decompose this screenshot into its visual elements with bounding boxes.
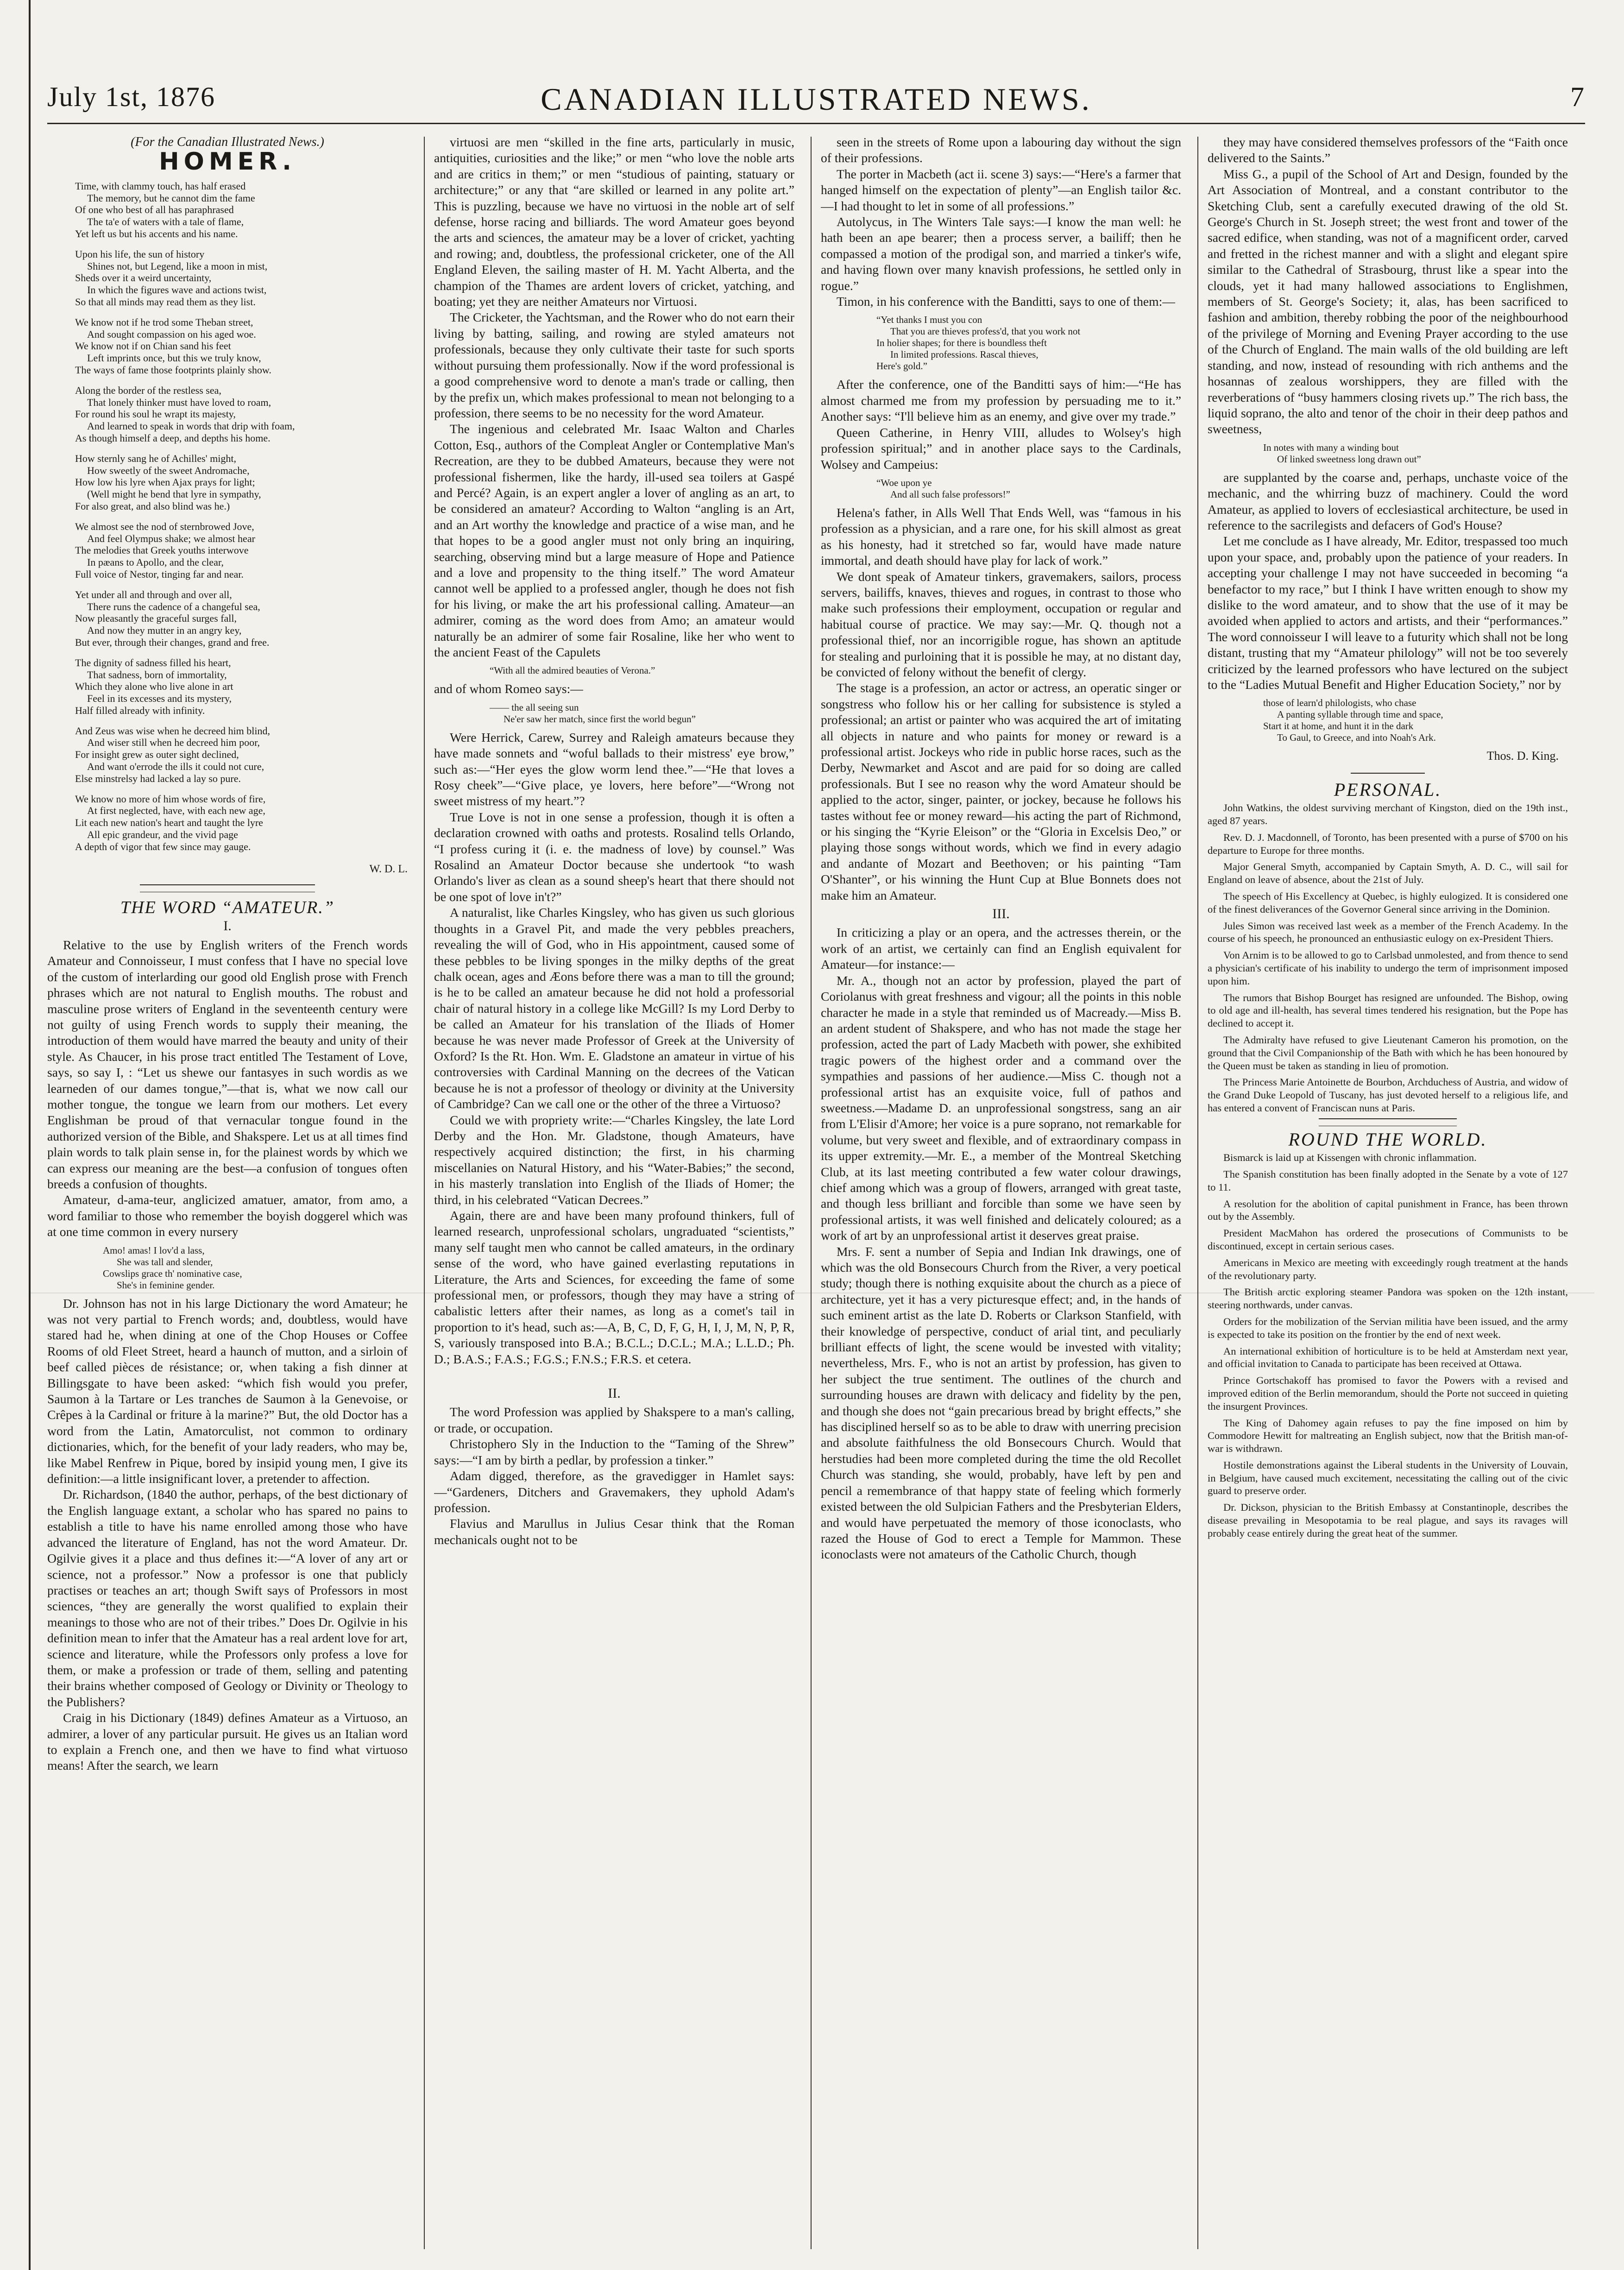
poem-line: How low his lyre when Ajax prays for light; — [75, 476, 255, 488]
poem-line: All epic grandeur, and the vivid page — [87, 829, 238, 841]
poem-line: For also great, and also blind was he.) — [75, 500, 230, 512]
poem-stanza — [75, 657, 408, 717]
page-edge-rule — [29, 0, 31, 2270]
article-title: THE WORD “AMATEUR.” — [120, 898, 334, 918]
verse-quote — [490, 665, 794, 676]
quote-line: That you are thieves profess'd, that you work not — [890, 326, 1081, 337]
world-news-item: The British arctic exploring steamer Pandora was spoken on the 12th instant, steering northwards, under canvas. — [1208, 1286, 1568, 1311]
poem-line: The melodies that Greek youths interwove — [75, 544, 249, 556]
personal-item: Major General Smyth, accompanied by Captain Smyth, A. D. C., will sail for England on leave of absence, about the 21st of July. — [1208, 861, 1568, 886]
article-signature: Thos. D. King. — [1486, 749, 1559, 763]
poem-stanza — [75, 589, 408, 649]
poem-line: And sought compassion on his aged woe. — [87, 328, 256, 340]
body-paragraph: Again, there are and have been many profound thinkers, full of learned research, unprofessional scholars, ungraduated “scientists,” many self taught men who cannot be called amateurs, in the ordinary sense of the word, who have gained everlasting reputations in Literature, the Arts and Sciences, for exceeding the fame of some professional men, or professors, though they may have a string of cabalistic letters after their names, as long as a comet's tail in proportion to it's head, such as:—A, B, C, D, F, G, H, I, J, M, N, P, R, S, variously transposed into B.A.; B.C.L.; D.C.L.; M.A.; L.L.D.; Ph. D.; B.A.S.; F.A.S.; F.G.S.; F.N.S.; F.R.S. et cetera. — [434, 1208, 794, 1366]
quote-line: A panting syllable through time and space, — [1277, 709, 1443, 720]
article-body — [434, 730, 794, 1367]
verse-quote — [1263, 442, 1568, 465]
poem-line: In which the figures wave and actions twist, — [87, 284, 267, 296]
poem-line: Along the border of the restless sea, — [75, 384, 221, 396]
poem-line: Upon his life, the sun of history — [75, 248, 205, 260]
quote-line: those of learn'd philologists, who chase — [1263, 697, 1416, 709]
poem-credit: (For the Canadian Illustrated News.) — [131, 135, 324, 149]
poem-line: How sweetly of the sweet Andromache, — [87, 464, 250, 476]
section-numeral: I. — [223, 918, 232, 934]
poem-line: Time, with clammy touch, has half erased — [75, 180, 246, 192]
column-4 — [1208, 134, 1568, 2247]
body-paragraph: After the conference, one of the Banditti says of him:—“He has almost charmed me from my profession by persuading me to it.” Another says: “I'll believe him as an enemy, and give over my trade.” — [821, 377, 1181, 424]
poem-line: Full voice of Nestor, tinging far and near. — [75, 568, 244, 580]
quote-line: In limited professions. Rascal thieves, — [890, 349, 1039, 360]
world-news-item: Hostile demonstrations against the Liberal students in the University of Louvain, in Belgium, have caused much excitement, necessitating the calling out of the civic guard to preserve order. — [1208, 1459, 1568, 1497]
divider — [1351, 773, 1425, 774]
poem-line: Half filled already with infinity. — [75, 704, 205, 716]
poem-title: HOMER. — [159, 148, 296, 176]
poem-line: Left imprints once, but this we truly know, — [87, 352, 261, 364]
personal-items — [1208, 801, 1568, 1115]
quote-line: Ne'er saw her match, since first the world begun” — [504, 713, 696, 725]
poem-line: And Zeus was wise when he decreed him blind, — [75, 725, 270, 737]
poem-line: We know no more of him whose words of fire, — [75, 793, 266, 805]
ornament-rule — [140, 884, 315, 892]
body-paragraph: The porter in Macbeth (act ii. scene 3) says:—“Here's a farmer that hanged himself on the expectation of plenty”—an English tailor &c.—I had thought to let in some of all professions.” — [821, 166, 1181, 213]
article-body — [821, 925, 1181, 1562]
world-news-item: The Spanish constitution has been finally adopted in the Senate by a vote of 127 to 11. — [1208, 1168, 1568, 1193]
body-paragraph: True Love is not in one sense a profession, though it is often a declaration crowned with oaths and protests. Rosalind tells Orlando, “I profess curing it (i. e. the madness of love) by counsel.” Was Rosalind an Amateur Doctor because she undertook “to wash Orlando's liver as clean as a sound sheep's heart that there should not be one spot of love in't?” — [434, 809, 794, 904]
body-paragraph: they may have considered themselves professors of the “Faith once delivered to the Saints.” — [1208, 135, 1568, 165]
poem-author: W. D. L. — [369, 863, 408, 875]
masthead — [47, 81, 1585, 132]
quote-line: Of linked sweetness long drawn out” — [1277, 453, 1421, 465]
quote-line: She's in feminine gender. — [117, 1279, 215, 1291]
personal-item: Rev. D. J. Macdonnell, of Toronto, has been presented with a purse of $700 on his departure to Europe for three months. — [1208, 831, 1568, 856]
verse-quote — [490, 702, 794, 725]
quote-line: In notes with many a winding bout — [1263, 441, 1399, 453]
body-paragraph: Mr. A., though not an actor by profession, played the part of Coriolanus with great freshness and vigour; all the points in this noble character he made in a style that reminded us of Macready.—Miss B. an ardent student of Shakspere, and who has not made the stage her profession, acted the part of Lady Macbeth with power, she exhibited tragic powers of the highest order and a command over the sympathies and passions of her audience.—Miss C. though not a professional artist has an exquisite voice, full of pathos and sweetness.—Madame D. an unprofessional songstress, sang an air from L'Elisir d'Amore; her voice is a pure soprano, not remarkable for volume, but very sweet and flexible, and of extraordinary compass in its upper extremity.—Mr. E., a member of the Montreal Sketching Club, at its last meeting contributed a few water colour drawings, chief among which was a group of flowers, arranged with great taste, and though less brilliant and forcible than some we have seen by professional artists, it was well finished and delicately coloured; as a work of art by an unprofessional artist it deserves great praise. — [821, 973, 1181, 1243]
world-news-item: Prince Gortschakoff has promised to favor the Powers with a revised and improved edition of the Berlin memorandum, should the Porte not succeed in quieting the insurgent Provinces. — [1208, 1375, 1568, 1412]
poem-stanza — [75, 316, 408, 376]
newspaper-page — [29, 0, 1594, 2270]
quote-line: Here's gold.” — [876, 360, 927, 372]
quote-line: And all such false professors!” — [890, 488, 1010, 500]
poem-line: For round his soul he wrapt its majesty, — [75, 408, 236, 420]
poem-line: And feel Olympus shake; we almost hear — [87, 532, 255, 544]
issue-date: July 1st, 1876 — [47, 82, 216, 112]
body-paragraph: Queen Catherine, in Henry VIII, alludes to Wolsey's high profession spiritual;” and in another place says to the Cardinals, Wolsey and Campeius: — [821, 425, 1181, 472]
poem-line: Of one who best of all has paraphrased — [75, 204, 234, 216]
poem-line: Feel in its excesses and its mystery, — [87, 693, 232, 705]
poem-stanza — [75, 793, 408, 853]
world-news-item: An international exhibition of horticulture is to be held at Amsterdam next year, and official invitation to Canada to participate has been received at Ottawa. — [1208, 1345, 1568, 1370]
article-body — [1208, 134, 1568, 437]
poem-line: And now they mutter in an angry key, — [87, 624, 242, 637]
poem-stanza — [75, 521, 408, 580]
poem-line: That sadness, born of immortality, — [87, 668, 227, 681]
poem-line: There runs the cadence of a changeful sea, — [87, 600, 260, 612]
poem-stanza — [75, 453, 408, 512]
column-3 — [821, 134, 1181, 2247]
poem-line: As though himself a deep, and depths his home. — [75, 432, 271, 444]
body-paragraph: seen in the streets of Rome upon a labouring day without the sign of their professions. — [821, 135, 1181, 165]
article-body — [1208, 470, 1568, 693]
poem-line: (Well might he bend that lyre in sympathy, — [87, 488, 261, 500]
poem-line: That lonely thinker must have loved to roam, — [87, 396, 271, 408]
body-paragraph: The stage is a profession, an actor or actress, an operatic singer or songstress who follow his or her calling for subsistence is styled a professional; an artist or painter who was acquired the art of imitating all objects in nature and who paints for money or reward is a professional artist. Jockeys who ride in public horse races, such as the Derby, Newmarket and Ascot and are paid for so doing are called professionals. But I see no reason why the word Amateur should be applied to the actor, singer, painter, or jockey, because he follows his tastes without fee or money reward—his acting the part of Richmond, or his singing the “Kyrie Eleison” or the “Gloria in Excelsis Deo,” or playing those songs without words, which we find in every adagio and andante of Mozart and Beethoven; or his painting “Tam O'Shanter”, or his winning the Hunt Cup at Blue Bonnets does not make him an Amateur. — [821, 681, 1181, 902]
verse-quote — [1263, 697, 1568, 744]
article-body — [47, 937, 408, 1240]
body-paragraph: Flavius and Marullus in Julius Cesar think that the Roman mechanicals ought not to be — [434, 1516, 794, 1547]
personal-item: Jules Simon was received last week as a member of the French Academy. In the course of his speech, he pronounced an enthusiastic eulogy on ex-President Thiers. — [1208, 920, 1568, 945]
quote-line: Start it at home, and hunt it in the dark — [1263, 720, 1414, 732]
body-paragraph: and of whom Romeo says:— — [434, 681, 583, 696]
body-paragraph: Could we with propriety write:—“Charles Kingsley, the late Lord Derby and the Hon. Mr. Gladstone, though Amateurs, have respectively acquired distinction; the first, in his charming miscellanies on Natural History, and his “Water-Babies;” the second, in his masterly translation into English of the Iliads of Homer; the third, in his celebrated “Vatican Decrees.” — [434, 1112, 794, 1207]
poem-line: The ways of fame those footprints plainly show. — [75, 364, 271, 376]
poem-line: In pæans to Apollo, and the clear, — [87, 556, 224, 568]
body-paragraph: In criticizing a play or an opera, and the actresses therein, or the work of an artist, we certainly can find an English equivalent for Amateur—for instance:— — [821, 925, 1181, 972]
body-paragraph: Relative to the use by English writers of the French words Amateur and Connoisseur, I must confess that I have no special love of the custom of interlarding our good old English prose with French phrases which are not natural to English mouths. The robust and masculine prose writers of England in the seventeenth century were not guilty of using French words to supply their meaning, the introduction of them would have marred the beauty and unity of their style. As Chaucer, in his prose tract entitled The Testament of Love, says, so say I, : “Let us shewe our fantasyes in such wordis as we learneden of our dames tongue,”—that is, what we now call our mother tongue, the tongue we learn from our mothers. Let every Englishman be proud of that vernacular tongue found in the authorized version of the Bible, and Shakspere. Let us at all times find plain words to talk plain sense in, for the plainest words by which we can express our meaning are the best—a confusion of tongues often breeds a confusion of thoughts. — [47, 937, 408, 1191]
nursery-rhyme-quote — [103, 1245, 408, 1291]
poem-line: For insight grew as outer sight declined, — [75, 749, 239, 761]
verse-quote — [876, 314, 1181, 372]
poem-line: Shines not, but Legend, like a moon in mist, — [87, 260, 268, 272]
newspaper-title: CANADIAN ILLUSTRATED NEWS. — [541, 82, 1092, 117]
poem-stanza — [75, 385, 408, 444]
body-paragraph: Dr. Richardson, (1840 the author, perhaps, of the best dictionary of the English language extant, a scholar who has spared no pains to establish a title to have his name enrolled among those who have advanced the literature of England, has not the word Amateur. Dr. Ogilvie gives it a place and thus defines it:—“A lover of any art or science, not a professor.” Now a professor is one that publicly practises or teaches an art; though Swift says of Professors in most sciences, “they are generally the worst qualified to explain their meanings to those who are not of their tribes.” Does Dr. Ogilvie in his definition mean to infer that the Amateur has a real ardent love for art, science and literature, while the Professors only profess a love for them, or make a profession or trade of them, selling and patenting their brains whether composed of Geology or Divinity or Theology to the Publishers? — [47, 1487, 408, 1709]
body-paragraph: Mrs. F. sent a number of Sepia and Indian Ink drawings, one of which was the old Bonsecours Church from the River, a very poetical study; though there is nothing exquisite about the church as a piece of architecture, yet it has a very picturesque effect; and, in the hands of such eminent artist as the late D. Roberts or Clarkson Stanfield, with their knowledge of perspective, conduct of arial tint, and peculiarly brilliant effects of light, the scene would be invested with vitality; nevertheless, Mrs. F., who is not an artist by profession, has given to her subject the true sentiment. The outlines of the church and surrounding houses are drawn with delicacy and fidelity by the pen, and though she does not “gain precarious bread by bright effects,” she has disciplined herself so as to be able to draw with unerring precision and absolute faithfulness the old Bonsecours Church. Would that herstudies had been more completed during the time the old Recollet Church was standing, she would, probably, have left by pen and pencil a remembrance of that happy state of feeling which formerly existed between the old Sulpician Fathers and the Presbyterian Elders, and would have perpetuated the memory of those iconoclasts, who razed the House of God to erect a Temple for Mammon. These iconoclasts were not amateurs of the Catholic Church, though — [821, 1244, 1181, 1562]
body-paragraph: Autolycus, in The Winters Tale says:—I know the man well: he hath been an ape bearer; then a process server, a bailiff; then he compassed a motion of the prodigal son, and married a tinker's wife, and having flown over many knavish professions, he settled only in rogue.” — [821, 214, 1181, 293]
poem-body — [47, 180, 408, 853]
body-paragraph: We dont speak of Amateur tinkers, gravemakers, sailors, process servers, bailiffs, knaves, thieves and rogues, in contrast to those who make such professions their employment, occupation or regular and habitual course of practice. We may say:—Mr. Q. though not a professional thief, nor an incorrigible rogue, has shown an aptitude for stealing and purloining that it is possible he may, at no distant day, be convicted of felony without the benefit of clergy. — [821, 569, 1181, 679]
world-news-item: President MacMahon has ordered the prosecutions of Communists to be discontinued, except in certain serious cases. — [1208, 1227, 1568, 1252]
section-numeral: III. — [992, 906, 1010, 922]
poem-line: And want o'errode the ills it could not cure, — [87, 761, 264, 773]
poem-stanza — [75, 725, 408, 785]
poem-line: A depth of vigor that few since may gauge. — [75, 840, 251, 852]
quote-line: “Yet thanks I must you con — [876, 314, 982, 326]
world-items — [1208, 1151, 1568, 1540]
poem-line: Now pleasantly the graceful surges fall, — [75, 612, 237, 624]
article-body — [47, 1296, 408, 1774]
personal-item: John Watkins, the oldest surviving merchant of Kingston, died on the 19th inst., aged 87 years. — [1208, 802, 1568, 827]
article-body — [434, 1404, 794, 1548]
column-1 — [47, 134, 408, 2247]
quote-line: In holier shapes; for there is boundless theft — [876, 337, 1047, 349]
poem-line: Else minstrelsy had lacked a lay so pure. — [75, 772, 241, 784]
poem-line: We know not if he trod some Theban street, — [75, 316, 253, 328]
personal-item: Von Arnim is to be allowed to go to Carlsbad unmolested, and from thence to send a physician's certificate of his inability to undergo the term of imprisonment imposed upon him. — [1208, 949, 1568, 987]
verse-quote — [876, 477, 1181, 500]
column-2 — [434, 134, 794, 2247]
quote-line: “With all the admired beauties of Verona.” — [490, 665, 655, 676]
quote-line: Amo! amas! I lov'd a lass, — [103, 1244, 205, 1256]
body-paragraph: The Cricketer, the Yachtsman, and the Rower who do not earn their living by batting, sailing, and rowing are styled amateurs not professionals, because they only cultivate their taste for such sports without pursuing them professionally. Now if the word professional is a good comprehensive word to denote a man's trade or calling, then by the prefix un, which makes professional to mean not belonging to a profession, there seems to be no necessity for the word Amateur. — [434, 310, 794, 420]
body-paragraph: Timon, in his conference with the Banditti, says to one of them:— — [837, 294, 1175, 309]
world-news-item: A resolution for the abolition of capital punishment in France, has been thrown out by the Assembly. — [1208, 1198, 1568, 1223]
poem-line: Yet under all and through and over all, — [75, 588, 232, 600]
page-number: 7 — [1570, 82, 1585, 112]
body-paragraph: A naturalist, like Charles Kingsley, who has given us such glorious thoughts in a Gravel Pit, and made the very pebbles preachers, revealing the will of God, who in His appointment, caused some of these pebbles to be living sponges in the milky depths of the great chalk ocean, ages and Æons before there was a man to till the ground; is he to be called an amateur because he did not hold a professorial chair of natural history in a college like McGill? Is my Lord Derby to be called an Amateur for his translation of the Iliads of Homer because he was never made Professor of Greek at the University of Oxford? Is the Rt. Hon. Wm. E. Gladstone an amateur in virtue of his controversies with Cardinal Manning on the decrees of the Vatican because he is not a professor of theology or divinity at the University of Cambridge? Can we call one or the other of the three a Virtuoso? — [434, 905, 794, 1111]
poem-line: Yet left us but his accents and his name. — [75, 228, 238, 240]
poem-stanza — [75, 180, 408, 240]
personal-item: The rumors that Bishop Bourget has resigned are unfounded. The Bishop, owing to old age and ill-health, has several times tendered his resignation, but the Pope has declined to accept it. — [1208, 991, 1568, 1029]
poem-line: At first neglected, have, with each new age, — [87, 805, 265, 817]
poem-line: We almost see the nod of sternbrowed Jove, — [75, 520, 254, 532]
poem-line: Which they alone who live alone in art — [75, 681, 233, 693]
body-paragraph: Were Herrick, Carew, Surrey and Raleigh amateurs because they have made sonnets and “woful ballads to their mistress' eye brow,” such as:—“Her eyes the glow worm lend thee.”—“He that loves a Rosy cheek”—“Give place, ye lovers, here before”—“Wrong not sweet mistress of my heart.”? — [434, 730, 794, 808]
poem-line: Lit each new nation's heart and taught the lyre — [75, 817, 263, 829]
personal-item: The speech of His Excellency at Quebec, is highly eulogized. It is considered one of the finest deliverances of the Governor General since arriving in the Dominion. — [1208, 890, 1568, 915]
world-news-item: Orders for the mobilization of the Servian militia have been issued, and the army is expected to take its position on the frontier by the end of next week. — [1208, 1315, 1568, 1340]
poem-line: So that all minds may read them as they list. — [75, 296, 256, 308]
body-paragraph: Adam digged, therefore, as the gravedigger in Hamlet says:—“Gardeners, Ditchers and Gravemakers, they uphold Adam's profession. — [434, 1469, 794, 1515]
personal-heading: PERSONAL. — [1334, 779, 1442, 800]
body-paragraph: The word Profession was applied by Shakspere to a man's calling, or trade, or occupation. — [434, 1405, 794, 1435]
world-heading: ROUND THE WORLD. — [1288, 1129, 1487, 1150]
masthead-rule — [47, 123, 1585, 124]
section-numeral: II. — [608, 1386, 621, 1401]
column-rule — [1197, 137, 1198, 2249]
column-rule — [424, 137, 425, 2249]
body-paragraph: Let me conclude as I have already, Mr. Editor, trespassed too much upon your space, and, probably upon the patience of your readers. In accepting your challenge I may not have succeeded in becoming “a benefactor to my race,” but I think I have written enough to show my dislike to the word amateur, and to show that the use of it may be avoided when applied to actors and artists, and their “performances.” The word connoisseur I will leave to a futurity which shall not be long distant, trusting that my “Amateur philology” will not be too severely criticized by the learned professors who have lectured on the subject to the “Ladies Mutual Benefit and Higher Education Society,” nor by — [1208, 534, 1568, 692]
quote-line: “Woe upon ye — [876, 477, 932, 488]
world-news-item: Bismarck is laid up at Kissengen with chronic inflammation. — [1223, 1152, 1477, 1164]
quote-line: To Gaul, to Greece, and into Noah's Ark. — [1277, 732, 1436, 744]
world-news-item: Americans in Mexico are meeting with exceedingly rough treatment at the hands of the revolutionary party. — [1208, 1256, 1568, 1281]
ornament-rule — [1319, 1118, 1457, 1126]
article-body — [821, 377, 1181, 472]
body-paragraph: Helena's father, in Alls Well That Ends Well, was “famous in his profession as a physician, and a rare one, for his skill almost as great as his honesty, had it stretched so far, would have made nature immortal, and death should have play for lack of work.” — [821, 505, 1181, 568]
poem-line: We know not if on Chian sand his feet — [75, 340, 231, 352]
quote-line: Cowslips grace th' nominative case, — [103, 1267, 242, 1279]
poem-line: But ever, through their changes, grand and free. — [75, 636, 270, 648]
quote-line: She was tall and slender, — [117, 1256, 213, 1267]
article-body — [434, 134, 794, 660]
article-body — [821, 134, 1181, 309]
personal-item: The Admiralty have refused to give Lieutenant Cameron his promotion, on the ground that the Civil Companionship of the Bath with which he has been honoured by the Queen must be taken as standing in lieu of promotion. — [1208, 1034, 1568, 1072]
quote-line: —— the all seeing sun — [490, 701, 579, 713]
article-body — [821, 505, 1181, 903]
body-paragraph: virtuosi are men “skilled in the fine arts, particularly in music, antiquities, curiosities and the like;” or men “who love the noble arts and are critics in them;” or men “studious of painting, statuary or architecture;” or any that “are skilled or learned in any polite art.” This is puzzling, because we have no virtuosi in the noble art of self defense, horse racing and billiards. The word Amateur goes beyond the arts and sciences, the amateur may be a lover of cricket, yachting and rowing; and, doubtless, the professional cricketer, one of the All England Eleven, the sailing master of H. M. Yacht Alberta, and the champion of the Thames are ardent lovers of cricket, yatching, and boating; yet they are neither Amateurs nor Virtuosi. — [434, 135, 794, 309]
poem-line: Sheds over it a weird uncertainty, — [75, 272, 212, 284]
poem-line: The memory, but he cannot dim the fame — [87, 192, 255, 204]
body-paragraph: are supplanted by the coarse and, perhaps, unchaste voice of the mechanic, and the whirring buzz of machinery. Could the word Amateur, as applied to lovers of ecclesiastical architecture, be used in reference to the sacrilegists and defacers of God's House? — [1208, 470, 1568, 532]
poem-line: And learned to speak in words that drip with foam, — [87, 420, 295, 432]
body-paragraph: Craig in his Dictionary (1849) defines Amateur as a Virtuoso, an admirer, a lover of any particular pursuit. He gives us an Italian word to explain a French one, and then we have to find what virtuoso means! After the search, we learn — [47, 1710, 408, 1773]
column-rule — [811, 137, 812, 2249]
poem-line: And wiser still when he decreed him poor, — [87, 737, 260, 749]
world-news-item: The King of Dahomey again refuses to pay the fine imposed on him by Commodore Hewitt for maltreating an English subject, now that the British man-of-war is withdrawn. — [1208, 1417, 1568, 1455]
poem-line: How sternly sang he of Achilles' might, — [75, 452, 236, 464]
poem-line: The dignity of sadness filled his heart, — [75, 656, 231, 668]
poem-stanza — [75, 248, 408, 308]
body-paragraph: Dr. Johnson has not in his large Dictionary the word Amateur; he was not very partial to French words; and, doubtless, would have stared had he, when dining at one of the Chop Houses or Coffee Rooms of old Fleet Street, heard a haunch of mutton, and a sirloin of beef called pièces de résistance; or, when taking a fish dinner at Billingsgate to have been asked: “which fish would you prefer, Saumon à la Tartare or Les tranches de Saumon à la Genevoise, or Crêpes à la Cardinal or friture à la marine?” But, the old Doctor has a word from the Latin, Amatorculist, not common to ordinary dictionaries, which, for the benefit of your lady readers, who may be, like Mabel Renfrew in Pique, bored by insipid young men, I give its definition:—a little insignificant lover, a pretender to affection. — [47, 1296, 408, 1486]
personal-item: The Princess Marie Antoinette de Bourbon, Archduchess of Austria, and widow of the Grand Duke Leopold of Tuscany, has just devoted herself to a religious life, and has entered a convent of Franciscan nuns at Paris. — [1208, 1076, 1568, 1114]
body-paragraph: The ingenious and celebrated Mr. Isaac Walton and Charles Cotton, Esq., authors of the Compleat Angler or Contemplative Man's Recreation, are they to be dubbed Amateurs, because they were not professional fishermen, like the hardy, ill-used sea toilers at Gaspé and Percé? Again, is an expert angler a lover of angling as an art, to be considered an amateur? According to Walton “angling is an Art, and an Art worthy the knowledge and practice of a wise man, and he that hopes to be a good angler must not only bring an inquiring, searching, observing mind but a large measure of Hope and Patience and a love and propensity to the thing itself.” The word Amateur cannot well be applied to a professed angler, though he does not fish for his living, or make the art his professional calling. Amateur—an admirer, coming as the word does from Amo; an amateur would naturally be an admirer of some fair Rosaline, like her who went to the ancient Feast of the Capulets — [434, 422, 794, 659]
body-paragraph: Christophero Sly in the Induction to the “Taming of the Shrew” says:—“I am by birth a pedlar, by profession a tinker.” — [434, 1437, 794, 1467]
world-news-item: Dr. Dickson, physician to the British Embassy at Constantinople, describes the disease prevailing in Mesopotamia to be real plague, and says its ravages will probably cease entirely during the great heat of the summer. — [1208, 1501, 1568, 1539]
poem-line: The ta'e of waters with a tale of flame, — [87, 216, 244, 228]
body-paragraph: Amateur, d-ama-teur, anglicized amatuer, amator, from amo, a word familiar to those who remember the boyish doggerel which was at one time common in every nursery — [47, 1192, 408, 1239]
body-paragraph: Miss G., a pupil of the School of Art and Design, founded by the Art Association of Montreal, and a constant contributor to the Sketching Club, sent a carefully executed drawing of the old St. George's Church in St. Joseph street; the west front and tower of the sacred edifice, when standing, was not of a magnificent order, carved and fretted in the richest manner and with a slight and elegant spire similar to the Cathedral of Strasbourg, thrust like a spear into the clouds, yet it had many hallowed associations to Englishmen, members of St. George's Society; it, alas, has been sacrificed to fashion and ambition, thereby robbing the poor of the neighbourhood of the privilege of Morning and Evening Prayer according to the use of the Church of England. The main walls of the old building are left standing, and now, instead of resounding with rich anthems and the hosannas of zealous worshippers, they are filled with the reverberations of “busy hammers closing rivets up.” The rich bass, the liquid soprano, the alto and tenor of the choir in their deep pathos and sweetness, — [1208, 166, 1568, 436]
